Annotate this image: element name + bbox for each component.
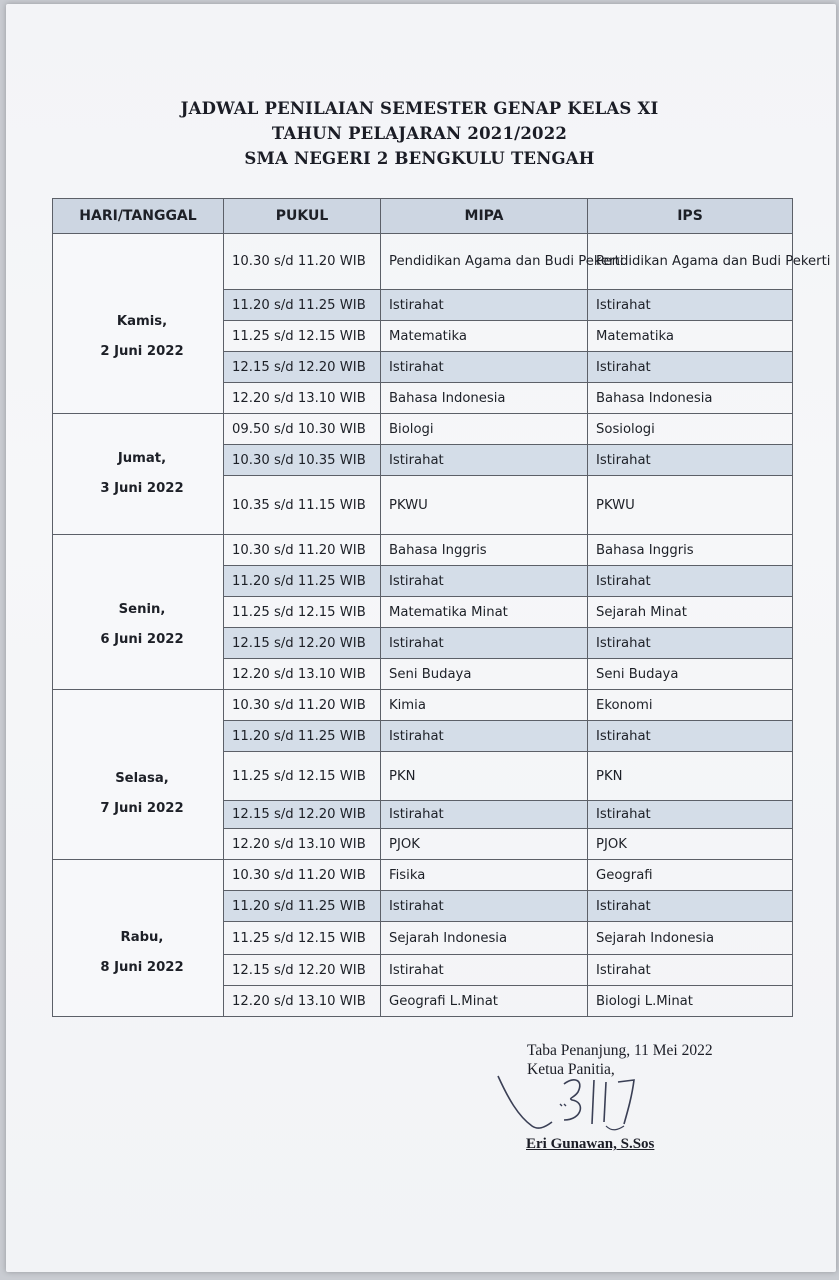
header-pukul: PUKUL (224, 199, 381, 234)
time-cell: 12.15 s/d 12.20 WIB (224, 801, 381, 829)
ips-cell: Sejarah Minat (588, 597, 793, 628)
day-label: Jumat, (117, 451, 167, 466)
date-label: 3 Juni 2022 (100, 481, 184, 496)
mipa-cell: Bahasa Inggris (381, 535, 588, 566)
time-cell: 12.20 s/d 13.10 WIB (224, 829, 381, 860)
header-hari-tanggal: HARI/TANGGAL (53, 199, 224, 234)
ips-cell: PKWU (588, 476, 793, 535)
mipa-cell: Pendidikan Agama dan Budi Pekerti (381, 234, 588, 290)
ips-cell: Pendidikan Agama dan Budi Pekerti (588, 234, 793, 290)
mipa-cell: Bahasa Indonesia (381, 383, 588, 414)
day-cell (53, 690, 224, 860)
time-cell: 10.30 s/d 11.20 WIB (224, 535, 381, 566)
time-cell: 11.25 s/d 12.15 WIB (224, 922, 381, 955)
date-label: 6 Juni 2022 (100, 632, 184, 647)
mipa-cell: Geografi L.Minat (381, 986, 588, 1017)
ips-cell: Istirahat (588, 290, 793, 321)
mipa-cell: Fisika (381, 860, 588, 891)
mipa-cell: Kimia (381, 690, 588, 721)
time-cell: 10.30 s/d 11.20 WIB (224, 860, 381, 891)
day-cell (53, 535, 224, 690)
mipa-cell: PJOK (381, 829, 588, 860)
mipa-cell: Istirahat (381, 891, 588, 922)
time-cell: 10.30 s/d 11.20 WIB (224, 690, 381, 721)
header-ips: IPS (588, 199, 793, 234)
time-cell: 12.15 s/d 12.20 WIB (224, 955, 381, 986)
ips-cell: Bahasa Indonesia (588, 383, 793, 414)
time-cell: 10.30 s/d 10.35 WIB (224, 445, 381, 476)
time-cell: 11.25 s/d 12.15 WIB (224, 321, 381, 352)
time-cell: 11.20 s/d 11.25 WIB (224, 721, 381, 752)
date-label: 8 Juni 2022 (100, 960, 184, 975)
time-cell: 11.25 s/d 12.15 WIB (224, 752, 381, 801)
day-label: Senin, (118, 602, 166, 617)
mipa-cell: Matematika Minat (381, 597, 588, 628)
ips-cell: Geografi (588, 860, 793, 891)
time-cell: 12.15 s/d 12.20 WIB (224, 352, 381, 383)
ips-cell: Biologi L.Minat (588, 986, 793, 1017)
table-row (53, 234, 793, 290)
table-header-row (53, 199, 793, 234)
mipa-cell: Istirahat (381, 721, 588, 752)
day-label: Kamis, (116, 313, 168, 329)
day-label: Rabu, (120, 930, 164, 945)
title-line-3: SMA NEGERI 2 BENGKULU TENGAH (244, 149, 595, 168)
place-date: Taba Penanjung, 11 Mei 2022 (527, 1042, 713, 1059)
table-row (53, 690, 793, 721)
time-cell: 11.25 s/d 12.15 WIB (224, 597, 381, 628)
mipa-cell: Sejarah Indonesia (381, 922, 588, 955)
mipa-cell: Seni Budaya (381, 659, 588, 690)
committee-role: Ketua Panitia, (527, 1061, 615, 1078)
time-cell: 11.20 s/d 11.25 WIB (224, 566, 381, 597)
time-cell: 11.20 s/d 11.25 WIB (224, 290, 381, 321)
day-label: Selasa, (115, 770, 169, 786)
time-cell: 10.30 s/d 11.20 WIB (224, 234, 381, 290)
table-row (53, 535, 793, 566)
table-row (53, 414, 793, 445)
date-label: 7 Juni 2022 (100, 800, 184, 816)
schedule-table (52, 198, 831, 1017)
ips-cell: Istirahat (588, 891, 793, 922)
ips-cell: PKN (588, 752, 793, 801)
time-cell: 12.20 s/d 13.10 WIB (224, 659, 381, 690)
mipa-cell: Matematika (381, 321, 588, 352)
table-row (53, 860, 793, 891)
time-cell: 09.50 s/d 10.30 WIB (224, 414, 381, 445)
ips-cell: Bahasa Inggris (588, 535, 793, 566)
mipa-cell: PKN (381, 752, 588, 801)
mipa-cell: Biologi (381, 414, 588, 445)
mipa-cell: Istirahat (381, 445, 588, 476)
ips-cell: Istirahat (588, 566, 793, 597)
day-cell (53, 234, 224, 414)
time-cell: 12.20 s/d 13.10 WIB (224, 986, 381, 1017)
mipa-cell: Istirahat (381, 801, 588, 829)
ips-cell: Istirahat (588, 628, 793, 659)
title-line-1: JADWAL PENILAIAN SEMESTER GENAP KELAS XI (180, 99, 659, 118)
handwritten-signature (494, 1068, 664, 1138)
ips-cell: Istirahat (588, 801, 793, 829)
mipa-cell: Istirahat (381, 566, 588, 597)
ips-cell: PJOK (588, 829, 793, 860)
time-cell: 11.20 s/d 11.25 WIB (224, 891, 381, 922)
mipa-cell: Istirahat (381, 955, 588, 986)
mipa-cell: Istirahat (381, 352, 588, 383)
time-cell: 12.20 s/d 13.10 WIB (224, 383, 381, 414)
ips-cell: Sejarah Indonesia (588, 922, 793, 955)
ips-cell: Istirahat (588, 955, 793, 986)
header-mipa: MIPA (381, 199, 588, 234)
mipa-cell: Istirahat (381, 290, 588, 321)
ips-cell: Istirahat (588, 721, 793, 752)
document-title (0, 96, 839, 171)
date-label: 2 Juni 2022 (100, 343, 184, 359)
ips-cell: Ekonomi (588, 690, 793, 721)
ips-cell: Matematika (588, 321, 793, 352)
title-line-2: TAHUN PELAJARAN 2021/2022 (271, 124, 568, 143)
mipa-cell: Istirahat (381, 628, 588, 659)
ips-cell: Istirahat (588, 445, 793, 476)
ips-cell: Istirahat (588, 352, 793, 383)
day-cell (53, 414, 224, 535)
ips-cell: Seni Budaya (588, 659, 793, 690)
signer-name: Eri Gunawan, S.Sos (526, 1136, 655, 1152)
time-cell: 10.35 s/d 11.15 WIB (224, 476, 381, 535)
ips-cell: Sosiologi (588, 414, 793, 445)
day-cell (53, 860, 224, 1017)
time-cell: 12.15 s/d 12.20 WIB (224, 628, 381, 659)
mipa-cell: PKWU (381, 476, 588, 535)
